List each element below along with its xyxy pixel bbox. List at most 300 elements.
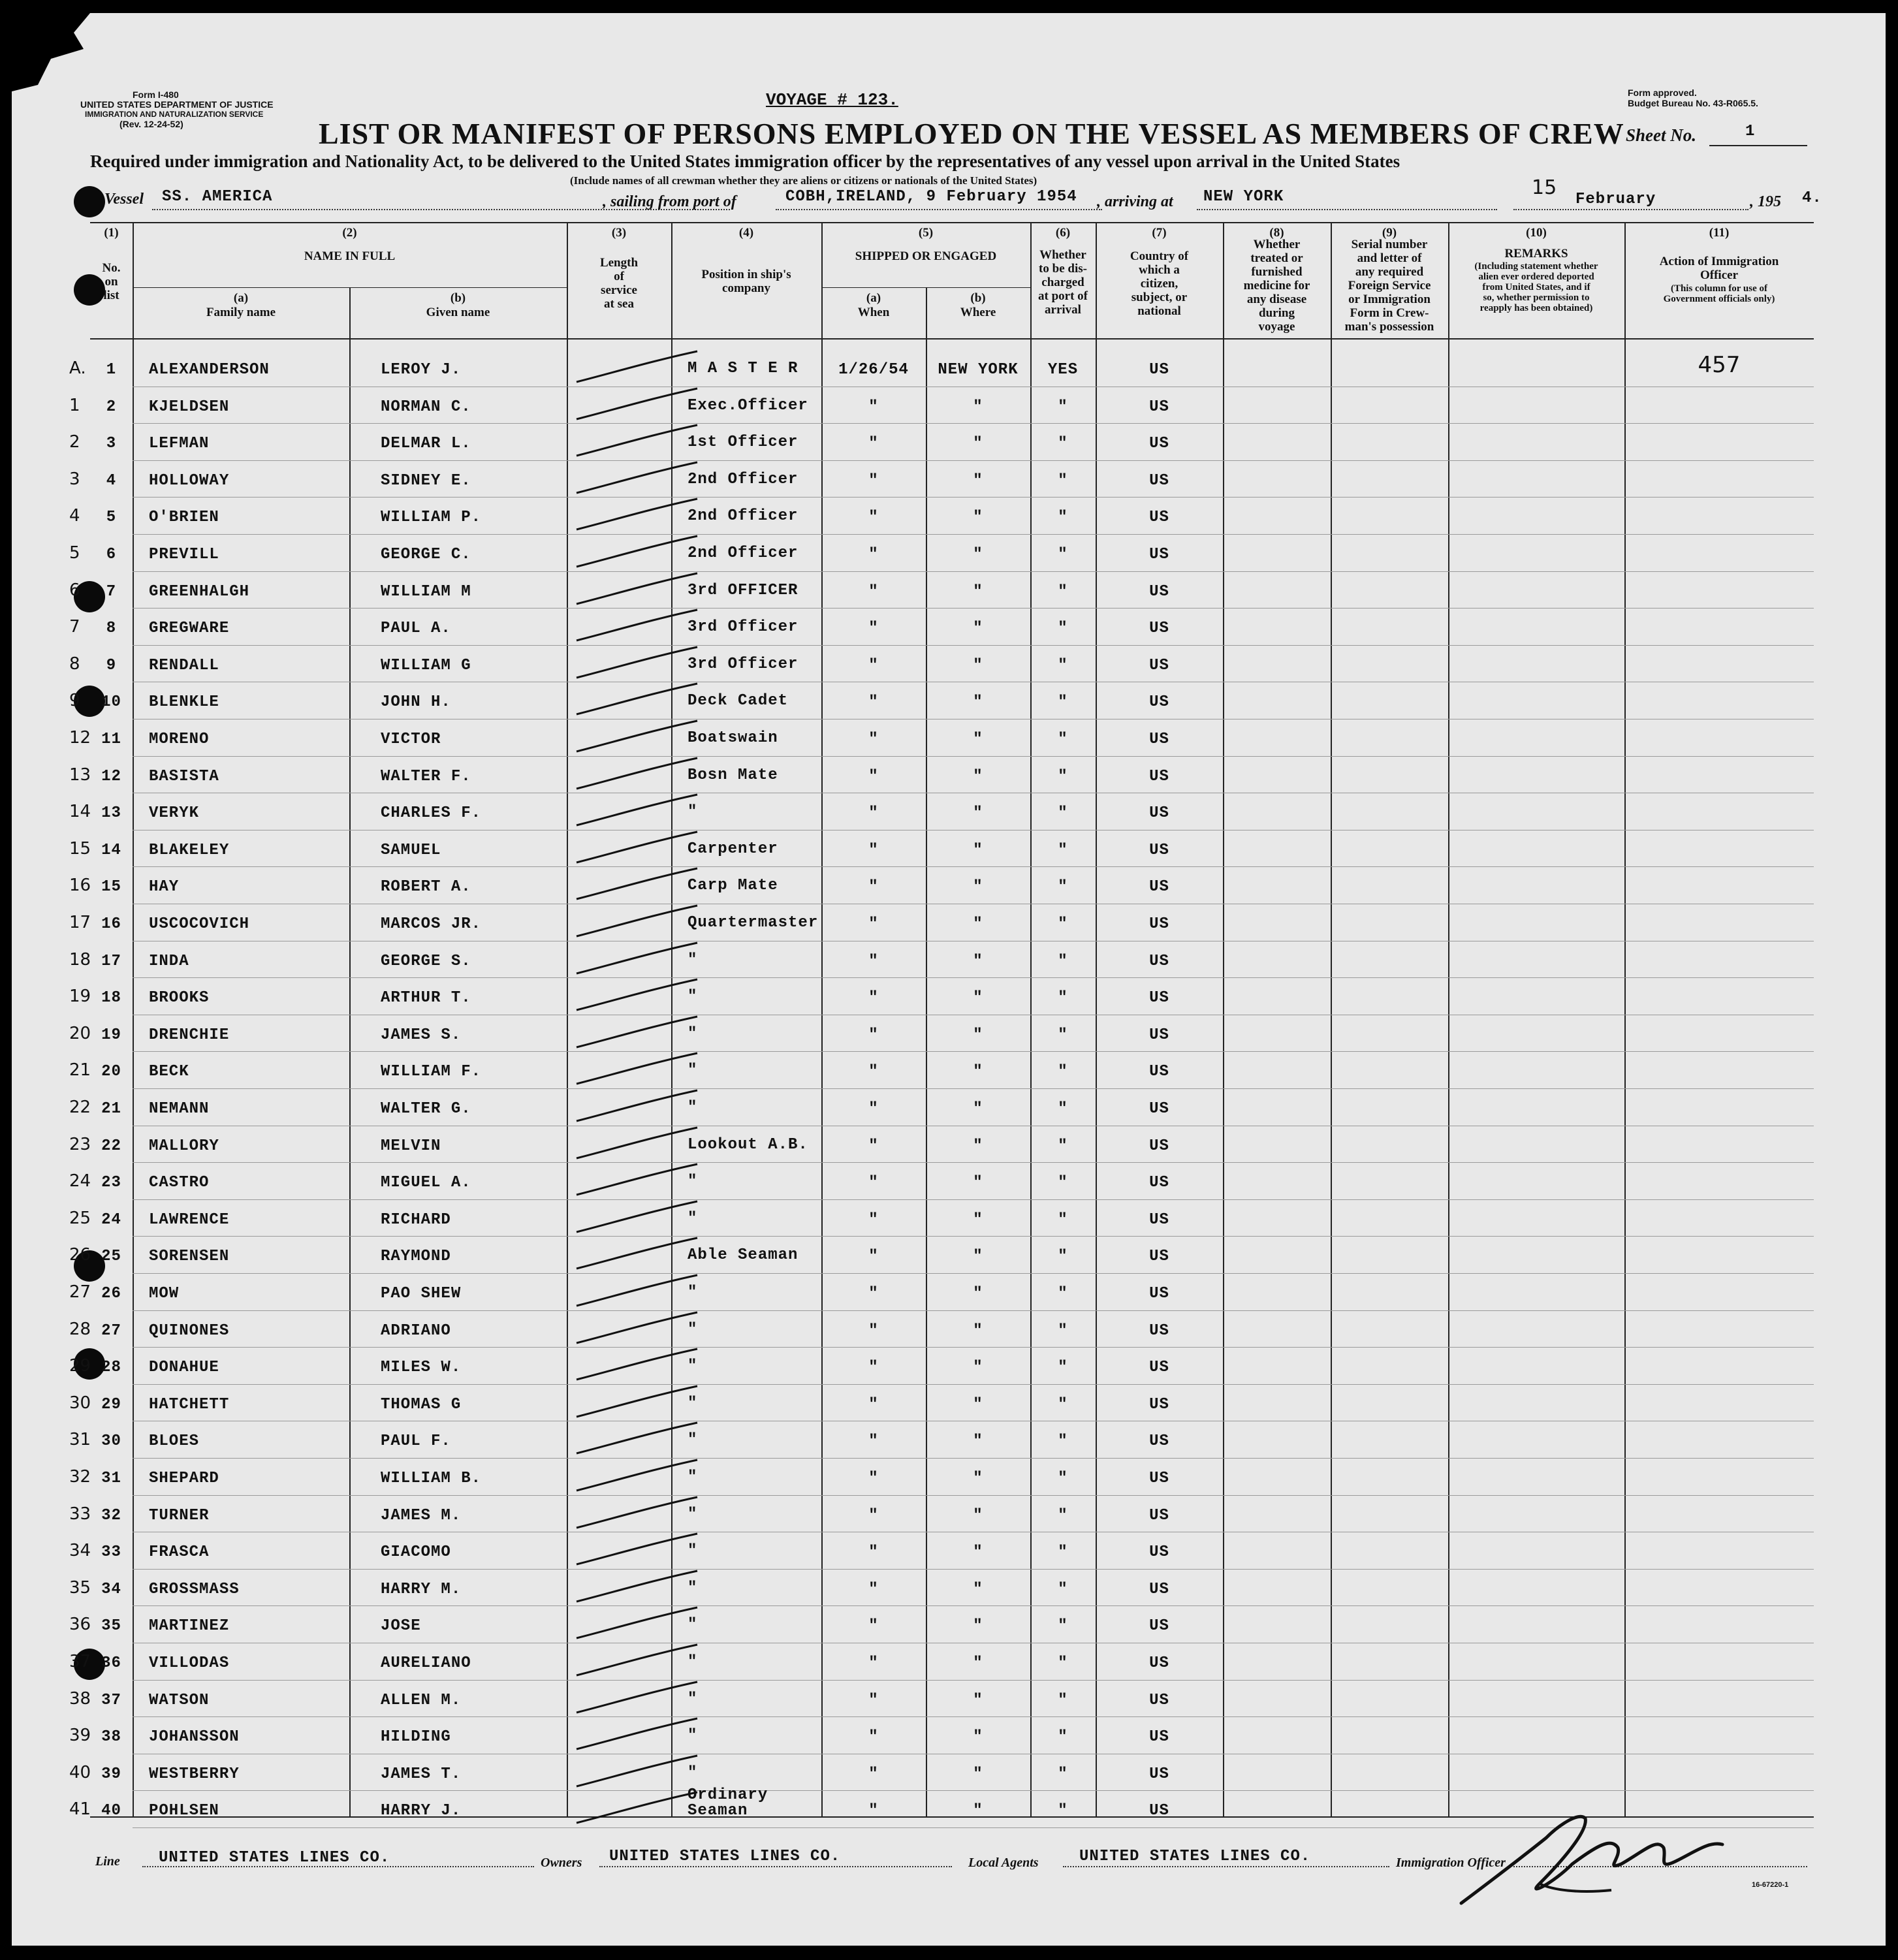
crew-given: NORMAN C. (381, 398, 471, 416)
row-separator (133, 1458, 1814, 1459)
crew-discharge: " (1058, 620, 1068, 638)
crew-family: TURNER (149, 1506, 210, 1525)
subheader-line (133, 287, 567, 288)
crew-when: " (868, 471, 879, 490)
arriving-at: NEW YORK (1203, 188, 1284, 206)
crew-margin: 5 (69, 543, 80, 563)
crew-when: " (868, 767, 879, 785)
crew-where: " (973, 804, 983, 823)
col5b-header: Where (960, 306, 996, 319)
crew-where: " (973, 1285, 983, 1303)
crew-discharge: " (1058, 1026, 1068, 1044)
crew-margin: 13 (69, 765, 91, 785)
crew-country: US (1149, 509, 1169, 527)
service-check-mark (573, 1419, 704, 1459)
crew-where: " (973, 878, 983, 896)
crew-family: USCOCOVICH (149, 915, 250, 933)
crew-discharge: " (1058, 1063, 1068, 1081)
crew-no: 33 (101, 1543, 121, 1562)
col-sep (1448, 222, 1449, 1816)
crew-when: " (868, 1248, 879, 1266)
crew-country: US (1149, 1765, 1169, 1783)
vessel-label: Vessel (104, 191, 144, 208)
col6-header: Whether to be dis- charged at port of arrival (1038, 248, 1088, 317)
agents-label: Local Agents (968, 1856, 1039, 1870)
crew-given: MIGUEL A. (381, 1174, 471, 1192)
crew-where: " (973, 1691, 983, 1709)
crew-discharge: " (1058, 546, 1068, 563)
crew-discharge: " (1058, 656, 1068, 674)
crew-family: PREVILL (149, 546, 219, 563)
crew-margin: 30 (69, 1393, 91, 1413)
service-check-mark (573, 348, 704, 387)
col7-header: Country of which a citizen, subject, or national (1130, 249, 1189, 318)
crew-country: US (1149, 1728, 1169, 1747)
service-check-mark (573, 755, 704, 794)
crew-given: PAO SHEW (381, 1285, 462, 1303)
crew-where: " (973, 1321, 983, 1340)
crew-position: " (688, 1209, 698, 1227)
crew-no: 25 (101, 1248, 121, 1266)
row-separator (133, 608, 1814, 609)
crew-margin: 31 (69, 1430, 91, 1450)
crew-when: " (868, 1506, 879, 1525)
crew-no: 23 (101, 1174, 121, 1192)
col4-num: (4) (738, 226, 754, 240)
crew-given: JOSE (381, 1617, 421, 1636)
crew-no: 11 (101, 731, 121, 748)
crew-given: PAUL A. (381, 620, 451, 638)
crew-no: 1 (106, 361, 117, 379)
form-approved: Form approved. (1628, 87, 1697, 98)
crew-no: 14 (101, 841, 121, 859)
col1-header: No. on list (102, 261, 121, 302)
crew-given: WILLIAM F. (381, 1063, 482, 1081)
col-sep (1223, 222, 1224, 1816)
col6-num: (6) (1055, 226, 1071, 240)
crew-no: 13 (101, 804, 121, 823)
crew-family: NEMANN (149, 1100, 210, 1118)
crew-when: " (868, 731, 879, 748)
service-check-mark (573, 1013, 704, 1052)
service-check-mark (573, 1568, 704, 1607)
crew-discharge: " (1058, 1580, 1068, 1598)
crew-family: BLOES (149, 1432, 200, 1451)
crew-no: 28 (101, 1359, 121, 1377)
service-check-mark (573, 1383, 704, 1422)
page-title: LIST OR MANIFEST OF PERSONS EMPLOYED ON THE VESSEL AS MEMBERS OF CREW (319, 117, 1624, 150)
crew-family: QUINONES (149, 1321, 230, 1340)
col8-num: (8) (1269, 226, 1284, 240)
crew-margin: 35 (69, 1577, 91, 1598)
form-revision: (Rev. 12-24-52) (119, 119, 183, 129)
sailing-from: COBH,IRELAND, 9 February 1954 (785, 188, 1077, 206)
owners-value: UNITED STATES LINES CO. (609, 1848, 841, 1865)
crew-position: Able Seaman (688, 1246, 799, 1265)
col5-num: (5) (918, 226, 934, 240)
crew-no: 8 (106, 620, 117, 638)
arrival-day: 15 (1532, 176, 1557, 199)
col7-num: (7) (1152, 226, 1167, 240)
row-separator (133, 1199, 1814, 1200)
crew-position: " (688, 1468, 698, 1486)
crew-no: 20 (101, 1063, 121, 1081)
line-value: UNITED STATES LINES CO. (159, 1849, 390, 1867)
crew-action: 457 (1698, 352, 1741, 378)
crew-family: CASTRO (149, 1174, 210, 1192)
crew-discharge: " (1058, 989, 1068, 1007)
crew-family: DONAHUE (149, 1359, 219, 1377)
torn-corner (12, 13, 110, 91)
service-check-mark (573, 570, 704, 609)
crew-margin: 4 (69, 506, 80, 526)
crew-given: JAMES T. (381, 1765, 462, 1783)
crew-when: " (868, 1210, 879, 1229)
year-suffix: 4. (1802, 189, 1822, 207)
crew-position: Ordinary Seaman (688, 1786, 768, 1820)
crew-country: US (1149, 1691, 1169, 1709)
crew-margin: 8 (69, 654, 80, 674)
crew-discharge: " (1058, 731, 1068, 748)
crew-position: " (688, 1173, 698, 1191)
crew-discharge: " (1058, 693, 1068, 712)
service-check-mark (573, 1494, 704, 1533)
crew-margin: 25 (69, 1208, 91, 1228)
col2a-num: (a) (233, 291, 249, 305)
service-check-mark (573, 1789, 704, 1828)
crew-given: JAMES S. (381, 1026, 462, 1044)
row-separator (133, 534, 1814, 535)
crew-no: 21 (101, 1100, 121, 1118)
crew-no: 18 (101, 989, 121, 1007)
crew-no: 15 (101, 878, 121, 896)
crew-where: " (973, 1654, 983, 1672)
arriving-label: , arriving at (1097, 193, 1173, 210)
crew-given: SIDNEY E. (381, 471, 471, 490)
crew-when: " (868, 656, 879, 674)
crew-position: 3rd Officer (688, 618, 799, 637)
crew-country: US (1149, 952, 1169, 970)
crew-margin: 2 (69, 432, 80, 452)
crew-family: BLAKELEY (149, 841, 230, 859)
crew-position: " (688, 1616, 698, 1634)
service-check-mark (573, 1679, 704, 1718)
crew-position: " (688, 1542, 698, 1560)
crew-margin: 18 (69, 949, 91, 970)
crew-given: MARCOS JR. (381, 915, 482, 933)
crew-when: " (868, 878, 879, 896)
crew-no: 40 (101, 1802, 121, 1820)
row-separator (133, 460, 1814, 461)
crew-position: " (688, 951, 698, 969)
punch-hole (74, 186, 105, 217)
subheader-line (821, 287, 1030, 288)
crew-where: NEW YORK (938, 361, 1019, 379)
crew-country: US (1149, 1543, 1169, 1562)
row-separator (133, 1495, 1814, 1496)
crew-discharge: " (1058, 435, 1068, 453)
service-check-mark (573, 1309, 704, 1348)
crew-discharge: " (1058, 1137, 1068, 1155)
crew-country: US (1149, 620, 1169, 638)
row-separator (133, 1716, 1814, 1717)
service-check-mark (573, 1641, 704, 1681)
table-top (90, 222, 1814, 223)
crew-margin: 28 (69, 1319, 91, 1339)
row-separator (133, 645, 1814, 646)
crew-where: " (973, 767, 983, 785)
crew-when: " (868, 952, 879, 970)
crew-position: 3rd Officer (688, 655, 799, 673)
crew-where: " (973, 1617, 983, 1636)
crew-no: 16 (101, 915, 121, 933)
crew-family: GROSSMASS (149, 1580, 240, 1598)
crew-family: INDA (149, 952, 189, 970)
crew-when: " (868, 1580, 879, 1598)
crew-position: " (688, 1727, 698, 1745)
col2-header: NAME IN FULL (304, 249, 396, 263)
crew-margin: 16 (69, 876, 91, 896)
crew-position: Deck Cadet (688, 692, 789, 710)
crew-position: M A S T E R (688, 360, 799, 377)
crew-given: THOMAS G (381, 1395, 462, 1414)
crew-where: " (973, 1174, 983, 1192)
col11-header: Action of Immigration Officer (1659, 255, 1779, 282)
agents-underline (1063, 1866, 1389, 1867)
crew-country: US (1149, 582, 1169, 601)
crew-margin: 40 (69, 1762, 91, 1782)
crew-where: " (973, 915, 983, 933)
col-sep (1096, 222, 1097, 1816)
row-separator (133, 497, 1814, 498)
crew-when: " (868, 1100, 879, 1118)
crew-margin: 17 (69, 913, 91, 932)
crew-family: HAY (149, 878, 180, 896)
crew-position: 3rd OFFICER (688, 581, 799, 599)
crew-country: US (1149, 435, 1169, 453)
crew-where: " (973, 841, 983, 859)
crew-no: 19 (101, 1026, 121, 1044)
crew-country: US (1149, 1063, 1169, 1081)
col10-header: REMARKS (1504, 247, 1568, 261)
crew-position: Bosn Mate (688, 766, 778, 784)
crew-family: HOLLOWAY (149, 471, 230, 490)
crew-country: US (1149, 1285, 1169, 1303)
crew-given: RAYMOND (381, 1248, 451, 1266)
crew-country: US (1149, 1321, 1169, 1340)
crew-margin: 34 (69, 1541, 91, 1561)
crew-discharge: YES (1047, 361, 1079, 379)
col9-header: Serial number and letter of any required Foreign Service or Immigration Form in Crew- man's possession (1344, 238, 1434, 334)
crew-where: " (973, 1802, 983, 1820)
crew-family: MARTINEZ (149, 1617, 230, 1636)
row-separator (133, 1273, 1814, 1274)
crew-when: " (868, 1026, 879, 1044)
row-separator (133, 1088, 1814, 1089)
row-separator (133, 1680, 1814, 1681)
crew-when: " (868, 582, 879, 601)
crew-country: US (1149, 1026, 1169, 1044)
crew-where: " (973, 1063, 983, 1081)
crew-when: " (868, 1691, 879, 1709)
crew-position: " (688, 1320, 698, 1338)
crew-position: Carp Mate (688, 877, 778, 895)
row-separator (133, 977, 1814, 978)
crew-position: " (688, 1284, 698, 1301)
crew-family: MORENO (149, 731, 210, 748)
crew-family: SORENSEN (149, 1248, 230, 1266)
crew-where: " (973, 1580, 983, 1598)
sheet-number-line (1709, 145, 1807, 146)
crew-no: 38 (101, 1728, 121, 1747)
crew-discharge: " (1058, 1691, 1068, 1709)
crew-no: 24 (101, 1210, 121, 1229)
crew-when: " (868, 435, 879, 453)
sheet-label: Sheet No. (1626, 125, 1696, 145)
vessel-name: SS. AMERICA (162, 188, 273, 206)
crew-country: US (1149, 915, 1169, 933)
crew-margin: 29 (69, 1356, 91, 1376)
service-check-mark (573, 902, 704, 941)
service-check-mark (573, 1346, 704, 1385)
crew-margin: A. (69, 358, 86, 378)
crew-country: US (1149, 361, 1169, 379)
line-label: Line (95, 1854, 120, 1869)
crew-when: " (868, 398, 879, 416)
crew-position: " (688, 1505, 698, 1523)
col5a-header: When (857, 306, 890, 319)
crew-country: US (1149, 878, 1169, 896)
col10-subheader: (Including statement whether alien ever ordered deported from United States, and if so, whether permission to reapply has been obtained) (1474, 261, 1598, 313)
crew-country: US (1149, 546, 1169, 563)
crew-margin: 12 (69, 728, 91, 748)
service-check-mark (573, 976, 704, 1015)
crew-discharge: " (1058, 1728, 1068, 1747)
col-sep (1331, 222, 1332, 1816)
col-sep (133, 222, 134, 1816)
service-check-mark (573, 1161, 704, 1200)
required-statement: Required under immigration and Nationality Act, to be delivered to the United States immigration officer by the representatives of any vessel upon arrival in the United States (90, 151, 1400, 171)
crew-when: " (868, 546, 879, 563)
crew-discharge: " (1058, 1321, 1068, 1340)
crew-when: " (868, 804, 879, 823)
crew-family: MOW (149, 1285, 180, 1303)
crew-margin: 14 (69, 802, 91, 822)
include-statement: (Include names of all crewman whether they are aliens or citizens or nationals of the United States) (570, 174, 1037, 187)
crew-margin: 38 (69, 1688, 91, 1709)
crew-when: " (868, 1063, 879, 1081)
crew-family: VERYK (149, 804, 200, 823)
crew-no: 10 (101, 693, 121, 712)
crew-family: BASISTA (149, 767, 219, 785)
crew-where: " (973, 656, 983, 674)
service-check-mark (573, 1124, 704, 1163)
row-separator (133, 756, 1814, 757)
crew-discharge: " (1058, 1543, 1068, 1562)
crew-country: US (1149, 731, 1169, 748)
crew-when: " (868, 693, 879, 712)
crew-given: GEORGE S. (381, 952, 471, 970)
crew-discharge: " (1058, 952, 1068, 970)
crew-discharge: " (1058, 767, 1068, 785)
crew-position: 2nd Officer (688, 470, 799, 488)
col2b-header: Given name (426, 306, 490, 319)
row-separator (133, 1569, 1814, 1570)
crew-no: 26 (101, 1285, 121, 1303)
crew-margin: 23 (69, 1134, 91, 1154)
service-check-mark (573, 865, 704, 904)
crew-no: 29 (101, 1395, 121, 1414)
col5a-num: (a) (866, 291, 881, 305)
crew-when: " (868, 989, 879, 1007)
service-check-mark (573, 607, 704, 646)
crew-no: 27 (101, 1321, 121, 1340)
crew-given: ADRIANO (381, 1321, 451, 1340)
crew-where: " (973, 1728, 983, 1747)
service-check-mark (573, 496, 704, 535)
crew-where: " (973, 731, 983, 748)
crew-no: 22 (101, 1137, 121, 1155)
col5-header: SHIPPED OR ENGAGED (855, 249, 997, 263)
crew-family: DRENCHIE (149, 1026, 230, 1044)
crew-discharge: " (1058, 1802, 1068, 1820)
crew-country: US (1149, 767, 1169, 785)
officer-signature (1448, 1786, 1762, 1916)
officer-label: Immigration Officer (1396, 1856, 1506, 1870)
crew-margin: 33 (69, 1504, 91, 1524)
crew-position: Lookout A.B. (688, 1135, 808, 1154)
crew-margin: 7 (69, 617, 80, 637)
crew-country: US (1149, 1802, 1169, 1820)
crew-country: US (1149, 1506, 1169, 1525)
crew-family: LEFMAN (149, 435, 210, 453)
crew-margin: 15 (69, 838, 91, 859)
crew-margin: 19 (69, 987, 91, 1007)
arrival-month: February (1575, 191, 1656, 208)
crew-discharge: " (1058, 1248, 1068, 1266)
crew-when: " (868, 509, 879, 527)
col2a-header: Family name (206, 306, 276, 319)
service-check-mark (573, 1530, 704, 1570)
crew-given: ROBERT A. (381, 878, 471, 896)
sheet-number: 1 (1745, 123, 1756, 140)
crew-where: " (973, 1470, 983, 1487)
crew-position: " (688, 988, 698, 1006)
row-separator (133, 423, 1814, 424)
crew-margin: 20 (69, 1023, 91, 1043)
sailing-underline (776, 209, 1102, 210)
crew-position: " (688, 1099, 698, 1116)
crew-no: 7 (106, 582, 117, 601)
crew-discharge: " (1058, 1470, 1068, 1487)
crew-when: " (868, 1654, 879, 1672)
crew-margin: 9 (69, 691, 80, 711)
crew-family: O'BRIEN (149, 509, 219, 527)
crew-given: HARRY M. (381, 1580, 462, 1598)
crew-where: " (973, 1765, 983, 1783)
crew-where: " (973, 398, 983, 416)
row-separator (133, 866, 1814, 867)
crew-when: " (868, 620, 879, 638)
service-check-mark (573, 1457, 704, 1496)
crew-no: 31 (101, 1470, 121, 1487)
crew-given: CHARLES F. (381, 804, 482, 823)
crew-family: WESTBERRY (149, 1765, 240, 1783)
crew-given: JAMES M. (381, 1506, 462, 1525)
crew-margin: 41 (69, 1799, 91, 1820)
crew-when: " (868, 1470, 879, 1487)
service-check-mark (573, 422, 704, 461)
